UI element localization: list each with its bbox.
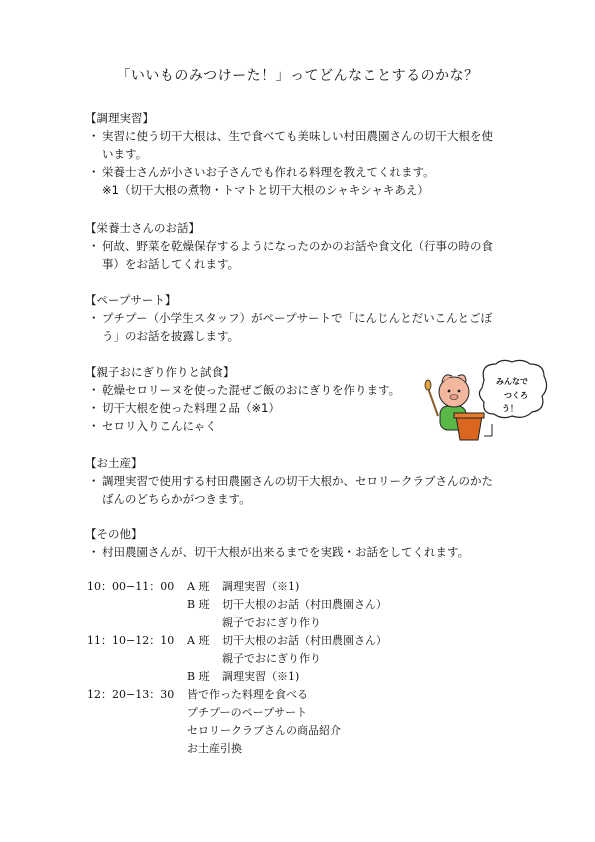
section-other	[85, 525, 525, 561]
mascot-head	[439, 377, 469, 407]
schedule-activity: 皆で作った料理を食べる	[187, 688, 308, 701]
section-heading: 【調理実習】	[85, 111, 154, 125]
schedule-time: 11：10−12：10	[87, 634, 175, 647]
bullet: ・	[88, 165, 100, 179]
item-line: 切干大根を使った料理２品（※1）	[102, 401, 280, 415]
item-line: 事）をお話してくれます。	[102, 257, 240, 271]
item-line: ばんのどちらかがつきます。	[102, 492, 251, 506]
section-heading: 【お土産】	[85, 456, 143, 470]
bullet: ・	[88, 239, 100, 253]
schedule-activity: 切干大根のお話（村田農園さん）	[222, 598, 387, 611]
list-item	[85, 309, 525, 345]
item-line: 栄養士さんが小さいお子さんでも作れる料理を教えてくれます。	[102, 165, 435, 179]
item-line: プチプー（小学生スタッフ）がペープサートで「にんじんとだいこんとごぼ	[102, 311, 493, 325]
item-line: 乾燥セロリーヌを使った混ぜご飯のおにぎりを作ります。	[102, 383, 401, 397]
section-heading: 【ペープサート】	[85, 293, 177, 307]
schedule-activity: 調理実習（※1)	[222, 580, 300, 593]
schedule-time: 10：00−11：00	[87, 580, 175, 593]
item-line: 何故、野菜を乾燥保存するようになったのかのお話や食文化（行事の時の食	[102, 239, 493, 253]
section-heading: 【栄養士さんのお話】	[85, 221, 200, 235]
bullet: ・	[88, 474, 100, 488]
schedule-activity: 親子でおにぎり作り	[222, 652, 321, 665]
schedule-time: 12：20−13：30	[87, 688, 175, 701]
schedule-activity: セロリークラブさんの商品紹介	[187, 724, 341, 737]
section-heading: 【その他】	[85, 527, 143, 541]
list-item	[85, 237, 525, 273]
section-cooking	[85, 109, 525, 199]
list-item	[85, 163, 525, 181]
bubble-text-2: つくろ	[504, 391, 528, 400]
item-line: 実習に使う切干大根は、生で食べても美味しい村田農園さんの切干大根を使	[102, 129, 493, 143]
schedule-group: B 班	[187, 670, 210, 683]
bullet: ・	[88, 419, 100, 433]
bullet: ・	[88, 311, 100, 325]
schedule-group: A 班	[187, 580, 210, 593]
section-paper-theater	[85, 291, 525, 345]
section-heading: 【親子おにぎり作りと試食】	[85, 365, 235, 379]
list-item	[85, 543, 525, 561]
mascot-svg	[422, 358, 552, 448]
item-line: います。	[102, 147, 148, 161]
section-souvenir	[85, 454, 525, 508]
bullet: ・	[88, 129, 100, 143]
item-line: う」のお話を披露します。	[102, 329, 240, 343]
schedule-group: B 班	[187, 598, 210, 611]
pot-icon	[456, 416, 482, 440]
note: ※1（切干大根の煮物・トマトと切干大根のシャキシャキあえ）	[102, 183, 429, 197]
schedule-activity: 親子でおにぎり作り	[222, 616, 321, 629]
bullet: ・	[88, 401, 100, 415]
item-line: セロリ入りこんにゃく	[102, 419, 217, 433]
spoon-icon	[428, 388, 438, 416]
schedule-group: A 班	[187, 634, 210, 647]
bubble-text-3: う！	[502, 404, 518, 413]
section-nutritionist	[85, 219, 525, 273]
item-line: 調理実習で使用する村田農園さんの切干大根か、セロリークラブさんのかた	[102, 474, 493, 488]
bullet: ・	[88, 545, 100, 559]
list-item	[85, 127, 525, 163]
schedule-activity: プチプーのペープサート	[187, 706, 308, 719]
bullet: ・	[88, 383, 100, 397]
schedule-activity: 調理実習（※1)	[222, 670, 300, 683]
schedule-activity: お土産引換	[187, 742, 242, 755]
list-item	[85, 472, 525, 508]
mascot-illustration	[422, 358, 552, 448]
page-title: 「いいものみつけーた！」ってどんなことするのかな？	[116, 68, 479, 84]
schedule-activity: 切干大根のお話（村田農園さん）	[222, 634, 387, 647]
bubble-text-1: みんなで	[496, 377, 528, 386]
item-line: 村田農園さんが、切干大根が出来るまでを実践・お話をしてくれます。	[102, 545, 470, 559]
